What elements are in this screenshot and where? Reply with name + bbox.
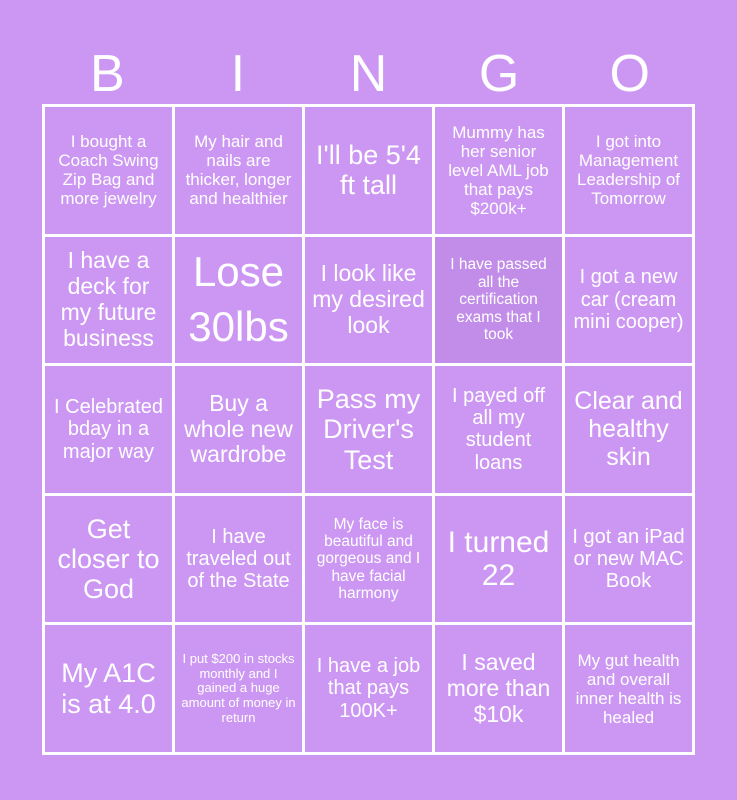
bingo-cell[interactable]: I have a deck for my future business xyxy=(45,237,172,364)
header-letter-b: B xyxy=(89,45,125,103)
bingo-cell[interactable]: Buy a whole new wardrobe xyxy=(175,366,302,493)
bingo-cell[interactable]: Lose 30lbs xyxy=(175,237,302,364)
bingo-cell[interactable]: Pass my Driver's Test xyxy=(305,366,432,493)
bingo-board xyxy=(42,104,695,755)
bingo-cell[interactable]: I have a job that pays 100K+ xyxy=(305,625,432,752)
bingo-cell[interactable]: My gut health and overall inner health is healed xyxy=(565,625,692,752)
bingo-cell[interactable]: I have passed all the certification exams that I took xyxy=(435,237,562,364)
header-letter-i: I xyxy=(230,45,246,103)
bingo-cell[interactable]: I got an iPad or new MAC Book xyxy=(565,496,692,623)
bingo-cell[interactable]: I put $200 in stocks monthly and I gained a huge amount of money in return xyxy=(175,625,302,752)
bingo-cell[interactable]: I got a new car (cream mini cooper) xyxy=(565,237,692,364)
bingo-cell[interactable]: My A1C is at 4.0 xyxy=(45,625,172,752)
bingo-cell[interactable]: I saved more than $10k xyxy=(435,625,562,752)
header-letter-n: N xyxy=(349,45,388,103)
header-letter-g: G xyxy=(478,45,520,103)
bingo-cell[interactable]: Get closer to God xyxy=(45,496,172,623)
bingo-cell[interactable]: Clear and healthy skin xyxy=(565,366,692,493)
bingo-cell[interactable]: I bought a Coach Swing Zip Bag and more jewelry xyxy=(45,107,172,234)
bingo-cell[interactable]: I Celebrated bday in a major way xyxy=(45,366,172,493)
bingo-cell[interactable]: I turned 22 xyxy=(435,496,562,623)
bingo-cell[interactable]: My face is beautiful and gorgeous and I have facial harmony xyxy=(305,496,432,623)
bingo-cell[interactable]: I'll be 5'4 ft tall xyxy=(305,107,432,234)
bingo-cell[interactable]: Mummy has her senior level AML job that pays $200k+ xyxy=(435,107,562,234)
header-letter-o: O xyxy=(609,45,650,103)
bingo-cell[interactable]: I got into Management Leadership of Tomorrow xyxy=(565,107,692,234)
bingo-cell[interactable]: I payed off all my student loans xyxy=(435,366,562,493)
bingo-header xyxy=(42,44,695,104)
bingo-cell[interactable]: I have traveled out of the State xyxy=(175,496,302,623)
bingo-cell[interactable]: I look like my desired look xyxy=(305,237,432,364)
bingo-cell[interactable]: My hair and nails are thicker, longer and healthier xyxy=(175,107,302,234)
